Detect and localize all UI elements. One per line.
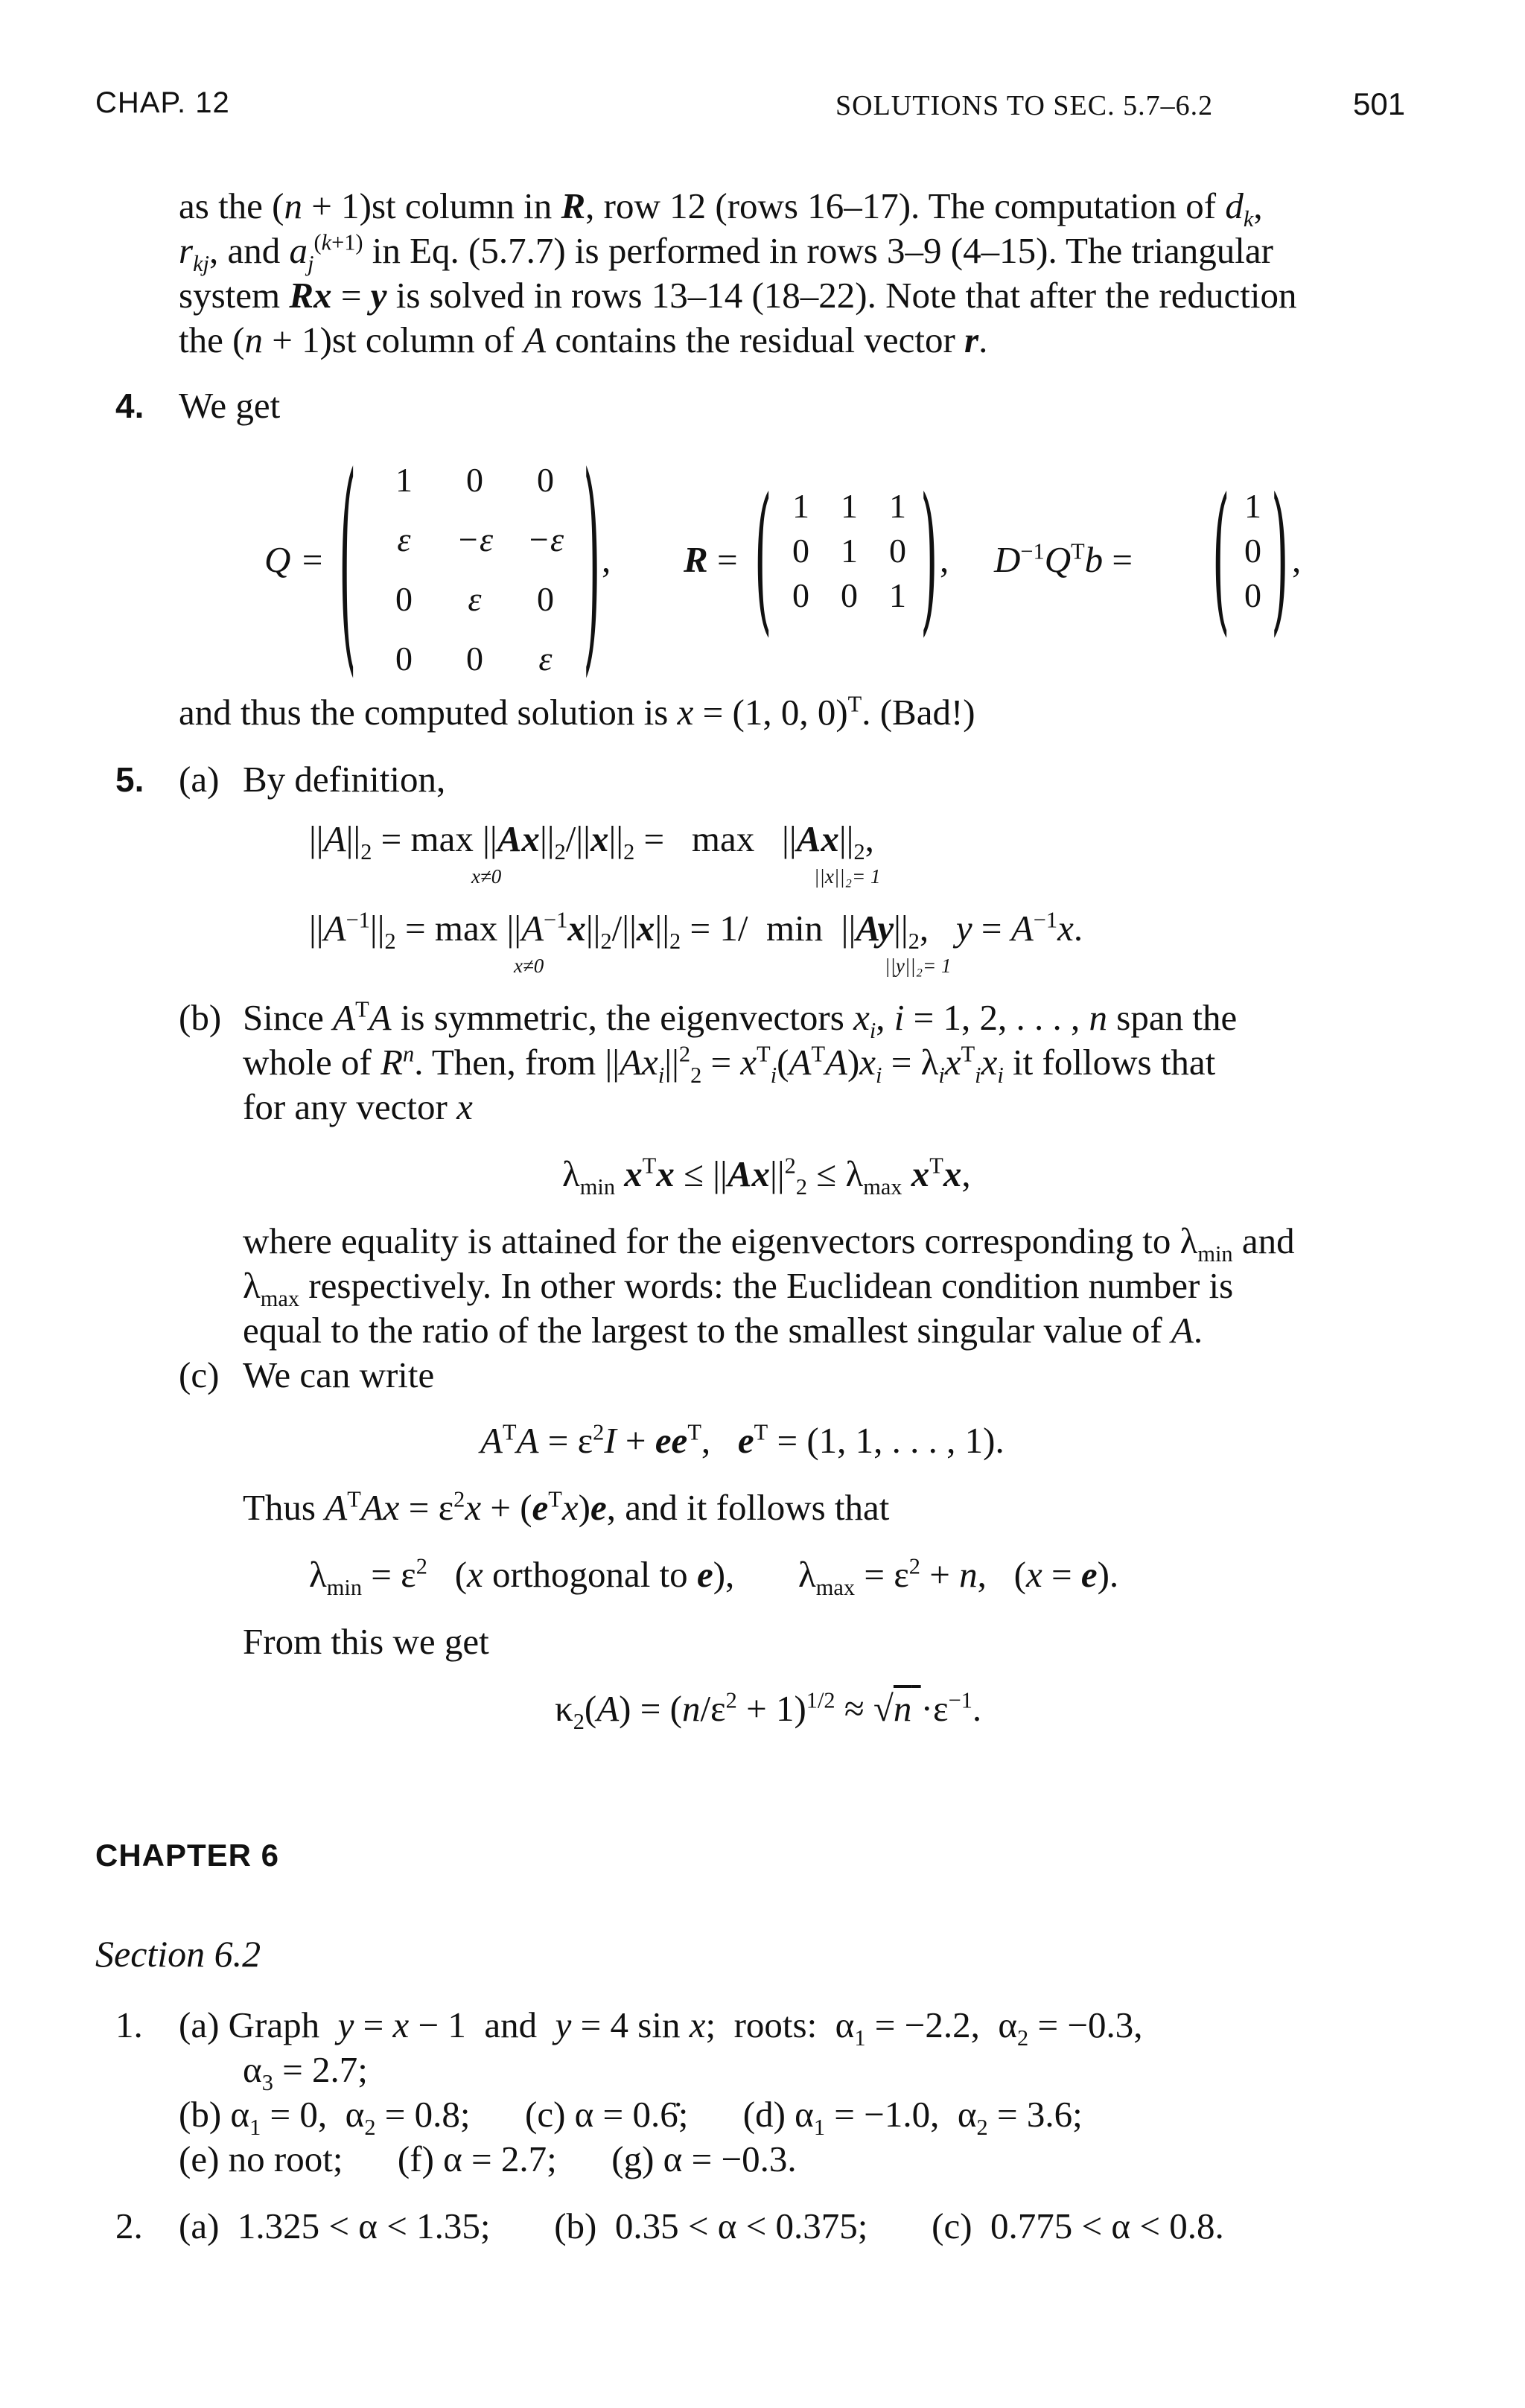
matrix-cell: 1 [889,487,906,525]
q-label: Q = [264,539,325,580]
vector-cell: 1 [1244,487,1261,525]
paragraph-line: the (n + 1)st column of A contains the residual vector r. [179,319,988,360]
running-title: SOLUTIONS TO SEC. 5.7–6.2 [835,90,1214,121]
part-b-line: whole of $R^n$. Then, from $||Ax_i||^2_2 = x^T_i(A^TA)x_i = \lambda_ix^T_ix_i$ it follows that [243,1041,1216,1088]
part-b-line: for any vector x [243,1086,473,1127]
equation-norm-ainv: $||A^{-1}||_2 = \max ||A^{-1}x||_2/||x||_2 = 1/$ $\min ||Ay||_2$, $y = A^{-1}x$. [309,907,1083,954]
r-label: R = [684,539,738,580]
matrix-cell: 1 [889,576,906,614]
equation-lambda: $\lambda_{min} = \varepsilon^2$ (x orthogonal to e), $\lambda_{max} = \varepsilon^2 + n$, (x = e). [309,1553,1119,1600]
comma: , [940,539,949,580]
right-paren: ) [1271,465,1289,653]
matrix-cell: 0 [889,532,906,570]
matrix-cell: 1 [395,461,413,499]
part-label: (a) [179,759,220,800]
problem-number: 1. [115,2004,143,2045]
vector-cell: 0 [1244,532,1261,570]
matrix-cell: 0 [537,580,554,618]
paragraph-line: system Rx = y is solved in rows 13–14 (18–22). Note that after the reduction [179,275,1297,316]
db-vector [1232,484,1273,618]
part-b-line: equal to the ratio of the largest to the smallest singular value of A. [243,1310,1203,1351]
paragraph-line: $r_{kj}$, and $a_j^{(k+1)}$ in Eq. (5.7.7) is performed in rows 3–9 (4–15). The triangular [179,229,1273,276]
equation-ata: $A^TA = \varepsilon^2I + ee^T$, $e^T = (1$, 1, . . . , 1). [480,1419,1005,1461]
matrix-cell: −ε [456,520,494,558]
part-b-line: where equality is attained for the eigenvectors corresponding to $\lambda_{min}$ and [243,1220,1295,1267]
matrix-cell: 1 [841,487,858,525]
max-subscript: x≠0 [514,955,544,977]
equation-rayleigh: $\lambda_{min}$ $x^Tx \le ||Ax||^2_2 \le \lambda_{max}$ $x^Tx$, [562,1153,971,1200]
answer-line: $\alpha_3 = 2.7$; [243,2049,368,2095]
matrix-cell: ε [538,640,553,678]
page-number: 501 [1353,86,1406,121]
matrix-cell: 1 [792,487,809,525]
matrix-cell: ε [397,520,411,558]
part-c-line: From this we get [243,1621,489,1662]
part-c-line: Thus $A^TAx = \varepsilon^2x + (e^Tx)e$, and it follows that [243,1486,890,1528]
answer-line: (a) 1.325 < α < 1.35; (b) 0.35 < α < 0.375; (c) 0.775 < α < 0.8. [179,2205,1224,2246]
answer-line: (a) Graph y = x − 1 and y = 4 sin x; roots: $\alpha_1 = -2.2$, $\alpha_2 = -0.3$, [179,2004,1143,2051]
matrix-cell: −ε [526,520,564,558]
problem4-conclusion: and thus the computed solution is x = (1, 0, 0)$^T$. (Bad!) [179,691,975,733]
matrix-cell: 0 [395,640,413,678]
problem-intro: We get [179,385,281,426]
matrix-cell: 0 [792,576,809,614]
left-paren: ( [754,465,772,653]
problem-number: 2. [115,2205,143,2246]
right-paren: ) [583,429,601,700]
answer-line: (e) no root; (f) α = 2.7; (g) α = −0.3. [179,2138,797,2179]
part-text: We can write [243,1354,435,1395]
comma: , [1292,539,1302,580]
vector-cell: 0 [1244,576,1261,614]
matrix-cell: ε [468,580,482,618]
chapter-heading: CHAPTER 6 [95,1838,280,1873]
max-subscript: x≠0 [471,865,502,888]
right-paren: ) [920,465,938,653]
matrix-cell: 1 [841,532,858,570]
section-heading: Section 6.2 [95,1933,261,1975]
paragraph-line: as the (n + 1)st column in R, row 12 (rows 16–17). The computation of $d_k$, [179,185,1263,232]
part-label: (b) [179,997,222,1038]
q-matrix [369,450,581,689]
answer-line: (b) $\alpha_1 = 0$, $\alpha_2 = 0.8$; (c) α = 0.6̇; (d) $\alpha_1 = -1.0$, $\alpha_2 = 3.6$; [179,2094,1083,2140]
r-matrix [777,484,922,618]
matrix-cell: 0 [537,461,554,499]
matrix-cell: 0 [792,532,809,570]
chapter-label: CHAP. 12 [95,86,230,119]
matrix-cell: 0 [466,461,483,499]
part-text: By definition, [243,759,446,800]
problem-number: 4. [115,386,144,425]
problem-number: 5. [115,760,144,799]
part-b-line: $\lambda_{max}$ respectively. In other words: the Euclidean condition number is [243,1265,1234,1311]
matrix-cell: 0 [466,640,483,678]
equation-kappa: $\kappa_2(A) = (n/\varepsilon^2 + 1)^{1/2} \approx √n \cdot\varepsilon^{-1}$. [555,1687,982,1734]
matrix-cell: 0 [395,580,413,618]
matrix-cell: 0 [841,576,858,614]
part-label: (c) [179,1354,220,1395]
db-label: $D^{-1}Q^Tb$ = [994,538,1133,580]
equation-norm-a: $||A||_2 = \max ||Ax||_2/||x||_2 = \max ||Ax||_2$, [309,818,874,864]
left-paren: ( [339,429,357,700]
part-b-line: Since $A^TA$ is symmetric, the eigenvectors $x_i$, i = 1, 2, . . . , n span the [243,996,1238,1043]
min-subscript: ||y||₂= 1 [885,955,952,977]
comma: , [602,539,611,580]
left-paren: ( [1212,465,1230,653]
max-subscript: ||x||₂= 1 [814,865,881,888]
